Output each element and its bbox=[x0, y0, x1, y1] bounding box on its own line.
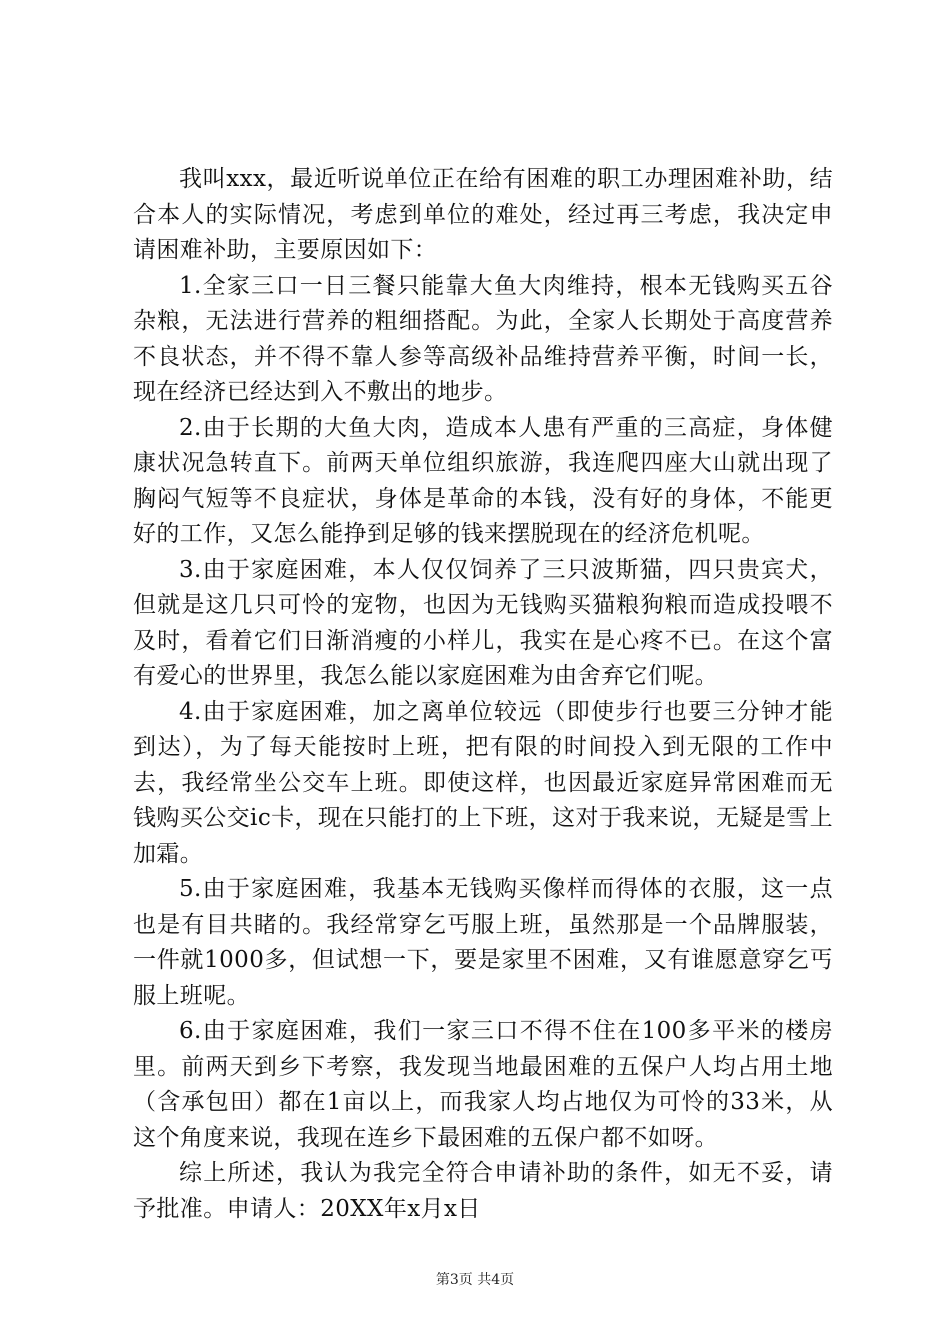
page-number-footer: 第3页 共4页 bbox=[435, 1272, 515, 1288]
body-text bbox=[133, 162, 833, 1227]
paragraph-conclusion: 综上所述，我认为我完全符合申请补助的条件，如无不妥，请予批准。申请人：20XX年x月x日 bbox=[133, 1160, 833, 1222]
paragraph-reason-3: 3.由于家庭困难，本人仅仅饲养了三只波斯猫，四只贵宾犬，但就是这几只可怜的宠物，也因为无钱购买猫粮狗粮而造成投喂不及时，看着它们日渐消瘦的小样儿，我实在是心疼不已。在这个富有爱心的世界里，我怎么能以家庭困难为由舍弃它们呢。 bbox=[133, 556, 833, 689]
paragraph-intro: 我叫xxx，最近听说单位正在给有困难的职工办理困难补助，结合本人的实际情况，考虑到单位的难处，经过再三考虑，我决定申请困难补助，主要原因如下： bbox=[133, 166, 833, 263]
paragraph-reason-2: 2.由于长期的大鱼大肉，造成本人患有严重的三高症，身体健康状况急转直下。前两天单位组织旅游，我连爬四座大山就出现了胸闷气短等不良症状，身体是革命的本钱，没有好的身体，不能更好的工作，又怎么能挣到足够的钱来摆脱现在的经济危机呢。 bbox=[133, 414, 833, 547]
paragraph-reason-5: 5.由于家庭困难，我基本无钱购买像样而得体的衣服，这一点也是有目共睹的。我经常穿乞丐服上班，虽然那是一个品牌服装，一件就1000多，但试想一下，要是家里不困难，又有谁愿意穿乞丐服上班呢。 bbox=[133, 876, 833, 1009]
paragraph-reason-1: 1.全家三口一日三餐只能靠大鱼大肉维持，根本无钱购买五谷杂粮，无法进行营养的粗细搭配。为此，全家人长期处于高度营养不良状态，并不得不靠人参等高级补品维持营养平衡，时间一长，现在经济已经达到入不敷出的地步。 bbox=[133, 272, 833, 405]
paragraph-reason-6: 6.由于家庭困难，我们一家三口不得不住在100多平米的楼房里。前两天到乡下考察，我发现当地最困难的五保户人均占用土地（含承包田）都在1亩以上，而我家人均占地仅为可怜的33米，从这个角度来说，我现在连乡下最困难的五保户都不如呀。 bbox=[133, 1018, 833, 1151]
paragraph-reason-4: 4.由于家庭困难，加之离单位较远（即使步行也要三分钟才能到达），为了每天能按时上班，把有限的时间投入到无限的工作中去，我经常坐公交车上班。即使这样，也因最近家庭异常困难而无钱购买公交ic卡，现在只能打的上下班，这对于我来说，无疑是雪上加霜。 bbox=[133, 698, 833, 867]
